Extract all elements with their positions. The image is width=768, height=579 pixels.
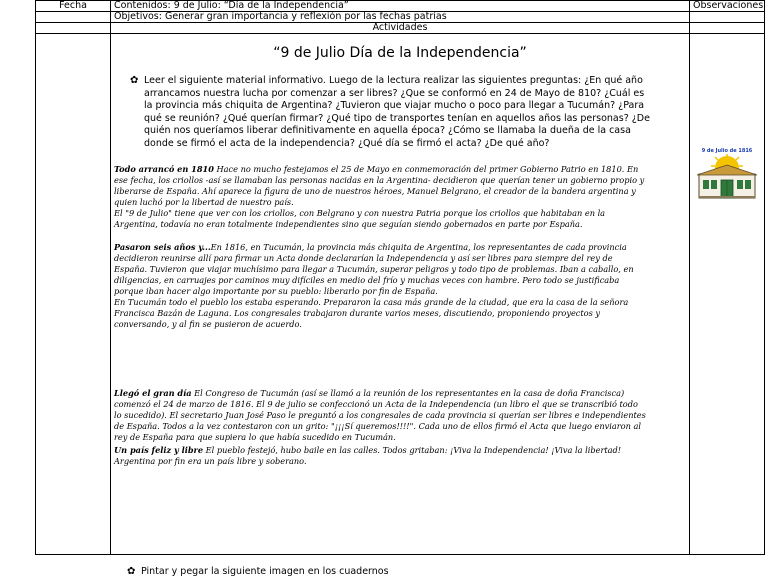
paragraph-2-heading: Pasaron seis años y... [114,242,211,252]
instruction-reading-text: Leer el siguiente material informativo. Luego de la lectura realizar las siguientes preguntas: ¿En qué año arrancamos nuestra lucha por comenzar a ser libres? ¿Que se conformó en 24 de Mayo de 810? ¿Cuál es la provincia más chiquita de Argentina? ¿Tuvieron que viajar mucho o poco para llegar a Tucumán? ¿Para qué se reunión? ¿Qué querían firmar? ¿Qué tipo de transportes tenían en aquellos años las personas? ¿De quién nos queríamos liberar definitivamente en aquella época? ¿Cómo se llamaba la dueña de la casa donde se firmó el acta de la independencia? ¿Qué día se firmó el acta? ¿De qué año? [144,75,650,149]
observaciones-cell-empty [690,12,765,23]
observaciones-cell-empty-2 [690,23,765,34]
actividades-row [36,23,765,34]
header-row [36,1,765,12]
content-row [36,34,765,555]
fecha-body-cell [36,34,111,555]
observaciones-body-cell [690,34,765,555]
fecha-header: Fecha [36,1,111,12]
fecha-cell-empty-2 [36,23,111,34]
contenidos-header: Contenidos: 9 de Julio: “Día de la Independencia” [111,1,690,12]
gear-bullet-icon-2: ✿ [127,566,136,577]
paragraph-1-heading: Todo arrancó en 1810 [114,164,214,174]
paragraph-2 [114,242,646,330]
paragraph-2-text: En 1816, en Tucumán, la provincia más chiquita de Argentina, los representantes de cada provincia decidieron reunirse allí para firmar un Acta donde declararían la Independencia y así ser libres para siempre del rey de España. Tuvieron que viajar muchísimo para llegar a Tucumán, superar peligros y todo tipo de problemas. Iban a caballo, en diligencias, en carruajes por caminos muy difíciles en medio del frío y muchas veces con hambre. Pero todo se justificaba porque iban hacer algo importante por su pueblo: liberarlo por fin de España. [114,242,634,296]
fecha-cell-empty [36,12,111,23]
paragraph-1-text: Hace no mucho festejamos el 25 de Mayo en conmemoración del primer Gobierno Patrio en 1810. En ese fecha, los criollos -así se llamaban las personas nacidas en la Argentina- decidieron que querían tener un gobierno propio y liberarse de España. Ahí aparece la figura de uno de nuestros héroes, Manuel Belgrano, el creador de la bandera argentina y quien luchó por la libertad de nuestro país. [114,164,645,207]
casa-tucuman-image [695,148,759,204]
paragraph-4-heading: Un país feliz y libre [114,445,204,455]
observaciones-header: Observaciones [690,1,765,12]
instruction-paint [127,566,651,579]
activities-body [111,34,690,577]
paragraph-4-text: El pueblo festejó, hubo baile en las calles. Todos gritaban: ¡Viva la Independencia! ¡Viva la libertad! Argentina por fin era un país libre y soberano. [114,445,622,466]
paragraph-3 [114,388,646,443]
page-title: “9 de Julio Día de la Independencia” [273,45,527,61]
paragraph-3-heading: Llegó el gran día [114,388,192,398]
objetivos-text: Objetivos: Generar gran importancia y reflexión por las fechas patrias [111,12,690,23]
image-caption: 9 de Julio de 1816 [701,148,753,154]
lesson-plan [35,0,764,577]
casa-tucuman-illustration [695,154,759,200]
paragraph-2-text-2: En Tucumán todo el pueblo los estaba esperando. Prepararon la casa más grande de la ciudad, que era la casa de la señora Francisca Bazán de Laguna. Los congresales trabajaron durante varios meses, discutiendo, proponiendo proyectos y conversando, y al fin se pusieron de acuerdo. [114,297,629,329]
paragraph-4 [114,445,646,467]
gear-bullet-icon: ✿ [130,75,139,86]
actividades-header: Actividades [111,23,690,34]
instruction-paint-text: Pintar y pegar la siguiente imagen en los cuadernos [141,566,389,577]
instruction-reading [130,75,686,150]
paragraph-1 [114,164,646,230]
objetivos-row [36,12,765,23]
paragraph-3-text: El Congreso de Tucumán (así se llamó a la reunión de los representantes en la casa de doña Francisca) comenzó el 24 de marzo de 1816. El 9 de julio se confeccionó un Acta de la Independencia (un libro el que se transcribió todo lo sucedido). El secretario Juan José Paso le preguntó a los congresales de cada provincia si querían ser libres e independientes de España. Todos a la vez contestaron con un grito: "¡¡¡Sí queremos!!!!". Cada uno de ellos firmó el Acta que luego enviaron al rey de España para que supiera lo que había sucedido en Tucumán. [114,388,646,442]
paragraph-1-text-2: El "9 de Julio" tiene que ver con los criollos, con Belgrano y con nuestra Patria porque los criollos que habitaban en la Argentina, todavía no eran totalmente independientes sino que seguían siendo gobernados en parte por España. [114,208,606,229]
lesson-table [35,0,765,577]
